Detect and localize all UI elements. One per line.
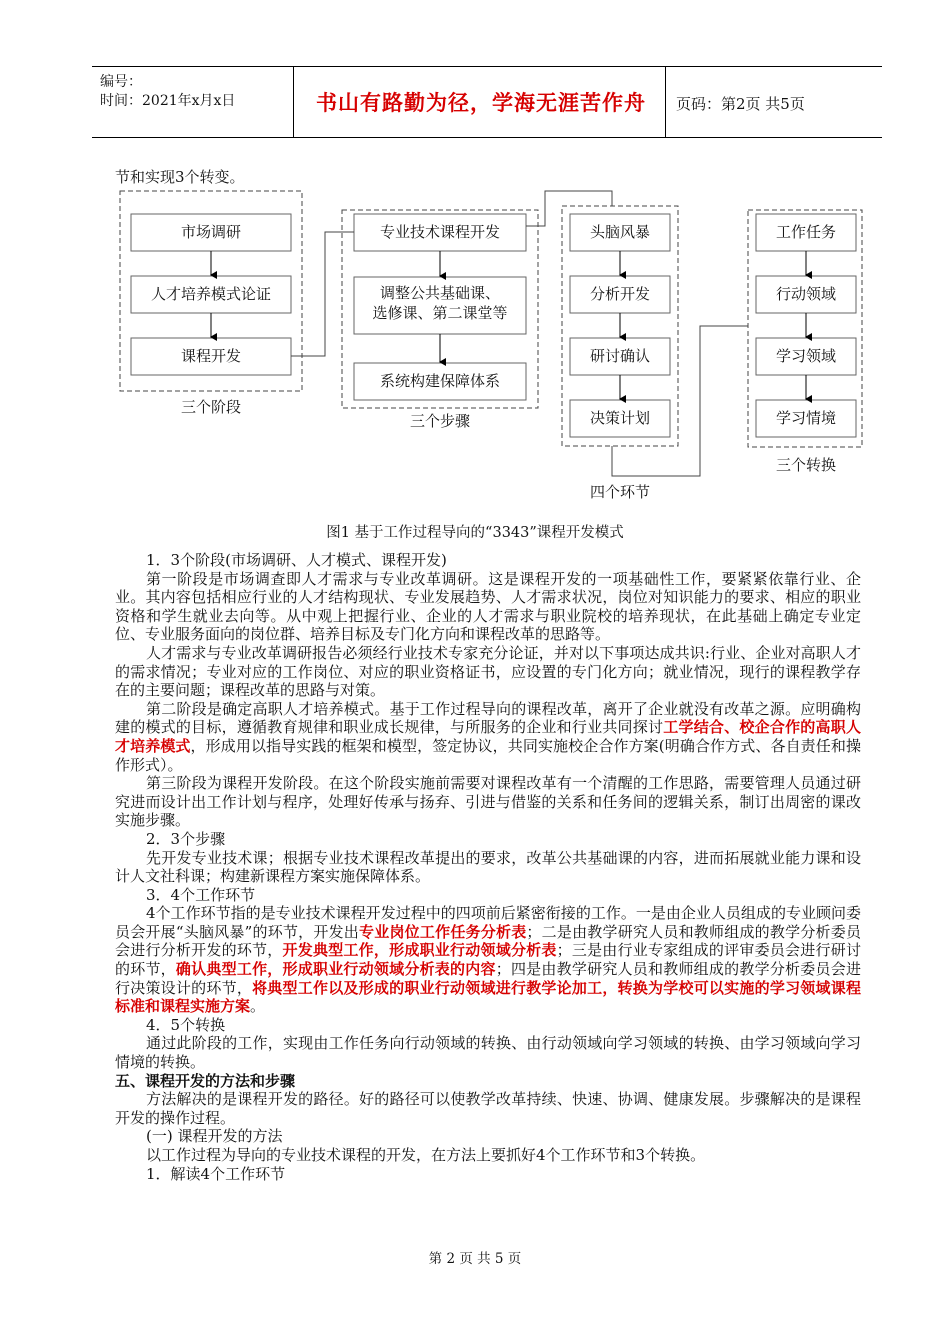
header-motto: 书山有路勤为径，学海无涯苦作舟	[316, 90, 646, 115]
time-label: 时间：2021年x月x日	[100, 93, 236, 109]
paragraph-6-text-a: 4个工作环节指的是专业技术课程开发过程中的四项前后紧密衔接的工作。一是由企业人员组成的专业顾问委员会开展“头脑风暴”的环节，开发出	[115, 904, 861, 941]
link-label-1: 头脑风暴	[589, 223, 651, 241]
stages-caption: 三个阶段	[180, 398, 242, 416]
subsection-1-title: (一) 课程开发的方法	[146, 1127, 283, 1146]
stage-label-2: 人才培养模式论证	[150, 285, 272, 303]
links-caption: 四个环节	[589, 483, 651, 501]
section-3-title: 3．4个工作环节	[146, 885, 256, 904]
steps-caption: 三个步骤	[409, 412, 471, 430]
course-development-diagram	[0, 0, 950, 550]
paragraph-10: 1．解读4个工作环节	[146, 1164, 286, 1183]
transforms-caption: 三个转换	[775, 456, 837, 474]
paragraph-6-text-c: ；三是由行业专家组成的评审委员会进行研讨的环节，	[115, 941, 861, 979]
page-footer: 第 2 页 共 5 页	[428, 1251, 522, 1267]
transform-label-1: 工作任务	[775, 223, 837, 241]
paragraph-4: 第三阶段为课程开发阶段。在这个阶段实施前需要对课程改革有一个清醒的工作思路，需要管理人员通过研究进而设计出工作计划与程序，处理好传承与扬弃、引进与借鉴的关系和任务间的逻辑关系，制订出周密的课改实施步骤。	[115, 774, 861, 830]
paragraph-6-highlight-4: 将典型工作以及形成的职业行动领域进行教学论加工，转换为学校可以实施的学习领域课程标准和课程实施方案	[115, 978, 861, 1016]
step-label-2a: 调整公共基础课、	[379, 284, 501, 302]
link-label-4: 决策计划	[589, 409, 651, 427]
paragraph-8: 方法解决的是课程开发的路径。好的路径可以使教学改革持续、快速、协调、健康发展。步骤解决的是课程开发的操作过程。	[115, 1090, 861, 1127]
paragraph-3-highlight: 工学结合、校企合作的高职人才培养模式	[115, 718, 861, 755]
paragraph-7: 通过此阶段的工作，实现由工作任务向行动领域的转换、由行动领域向学习领域的转换、由学习领域向学习情境的转换。	[115, 1034, 861, 1072]
paragraph-3-text-b: ，形成用以指导实践的框架和模型，签定协议，共同实施校企合作方案(明确合作方式、各自责任和操作形式）。	[115, 736, 861, 774]
paragraph-6-highlight-1: 专业岗位工作任务分析表	[359, 922, 527, 941]
section-1-title: 1．3个阶段(市场调研、人才模式、课程开发)	[146, 551, 447, 569]
transform-label-3: 学习领域	[775, 347, 837, 365]
paragraph-2: 人才需求与专业改革调研报告必须经行业技术专家充分论证，并对以下事项达成共识:行业、企业对高职人才的需求情况；专业对应的工作岗位、对应的职业资格证书，应设置的专门化方向；就业情况，现行的课程教学存在的主要问题；课程改革的思路与对策。	[115, 643, 861, 700]
link-label-2: 分析开发	[589, 285, 651, 303]
paragraph-9: 以工作过程为导向的专业技术课程的开发，在方法上要抓好4个工作环节和3个转换。	[146, 1146, 706, 1164]
step-label-1: 专业技术课程开发	[379, 223, 501, 241]
link-label-3: 研讨确认	[589, 347, 651, 365]
paragraph-6-text-e: 。	[250, 997, 266, 1016]
serial-number-label: 编号：	[100, 74, 142, 90]
header-page-number: 页码：第2页 共5页	[676, 95, 805, 113]
paragraph-5: 先开发专业技术课；根据专业技术课程改革提出的要求，改革公共基础课的内容，进而拓展就业能力课和设计人文社科课；构建新课程方案实施保障体系。	[115, 848, 861, 886]
paragraph-6	[115, 904, 861, 1016]
section-2-title: 2．3个步骤	[146, 829, 226, 848]
connector-stages-steps	[291, 232, 354, 356]
paragraph-3	[115, 700, 861, 774]
document-body	[115, 551, 861, 1183]
paragraph-6-text-d: ；四是由教学研究人员和教师组成的教学分析委员会进行决策设计的环节，	[115, 960, 861, 997]
paragraph-6-highlight-3: 确认典型工作，形成职业行动领域分析表的内容	[175, 960, 496, 979]
lead-text: 节和实现3个转变。	[115, 168, 245, 186]
figure-caption: 图1 基于工作过程导向的“3343”课程开发模式	[326, 525, 624, 541]
step-label-3: 系统构建保障体系	[379, 372, 501, 390]
stage-label-3: 课程开发	[180, 347, 242, 365]
transform-label-4: 学习情境	[775, 409, 837, 427]
step-label-2b: 选修课、第二课堂等	[372, 304, 508, 322]
stage-label-1: 市场调研	[180, 223, 242, 241]
paragraph-6-highlight-2: 开发典型工作，形成职业行动领域分析表	[282, 941, 557, 960]
paragraph-1: 第一阶段是市场调查即人才需求与专业改革调研。这是课程开发的一项基础性工作，要紧紧依靠行业、企业。其内容包括相应行业的人才结构现状、专业发展趋势、人才需求状况，岗位对知识能力的要求、相应的职业资格和学生就业去向等。从中观上把握行业、企业的人才需求与职业院校的培养现状，在此基础上确定专业定位、专业服务面向的岗位群、培养目标及专门化方向和课程改革的思路等。	[115, 569, 861, 644]
paragraph-6-text-b: ；二是由教学研究人员和教师组成的教学分析委员会进行分析开发的环节，	[115, 922, 861, 960]
section-5-heading: 五、课程开发的方法和步骤	[115, 1071, 296, 1090]
transform-label-2: 行动领域	[775, 285, 837, 303]
section-4-title: 4．5个转换	[146, 1015, 226, 1034]
paragraph-3-text-a: 第二阶段是确定高职人才培养模式。基于工作过程导向的课程改革，离开了企业就没有改革之源。应明确构建的模式的目标，遵循教育规律和职业成长规律，与所服务的企业和行业共同探讨	[115, 699, 861, 737]
